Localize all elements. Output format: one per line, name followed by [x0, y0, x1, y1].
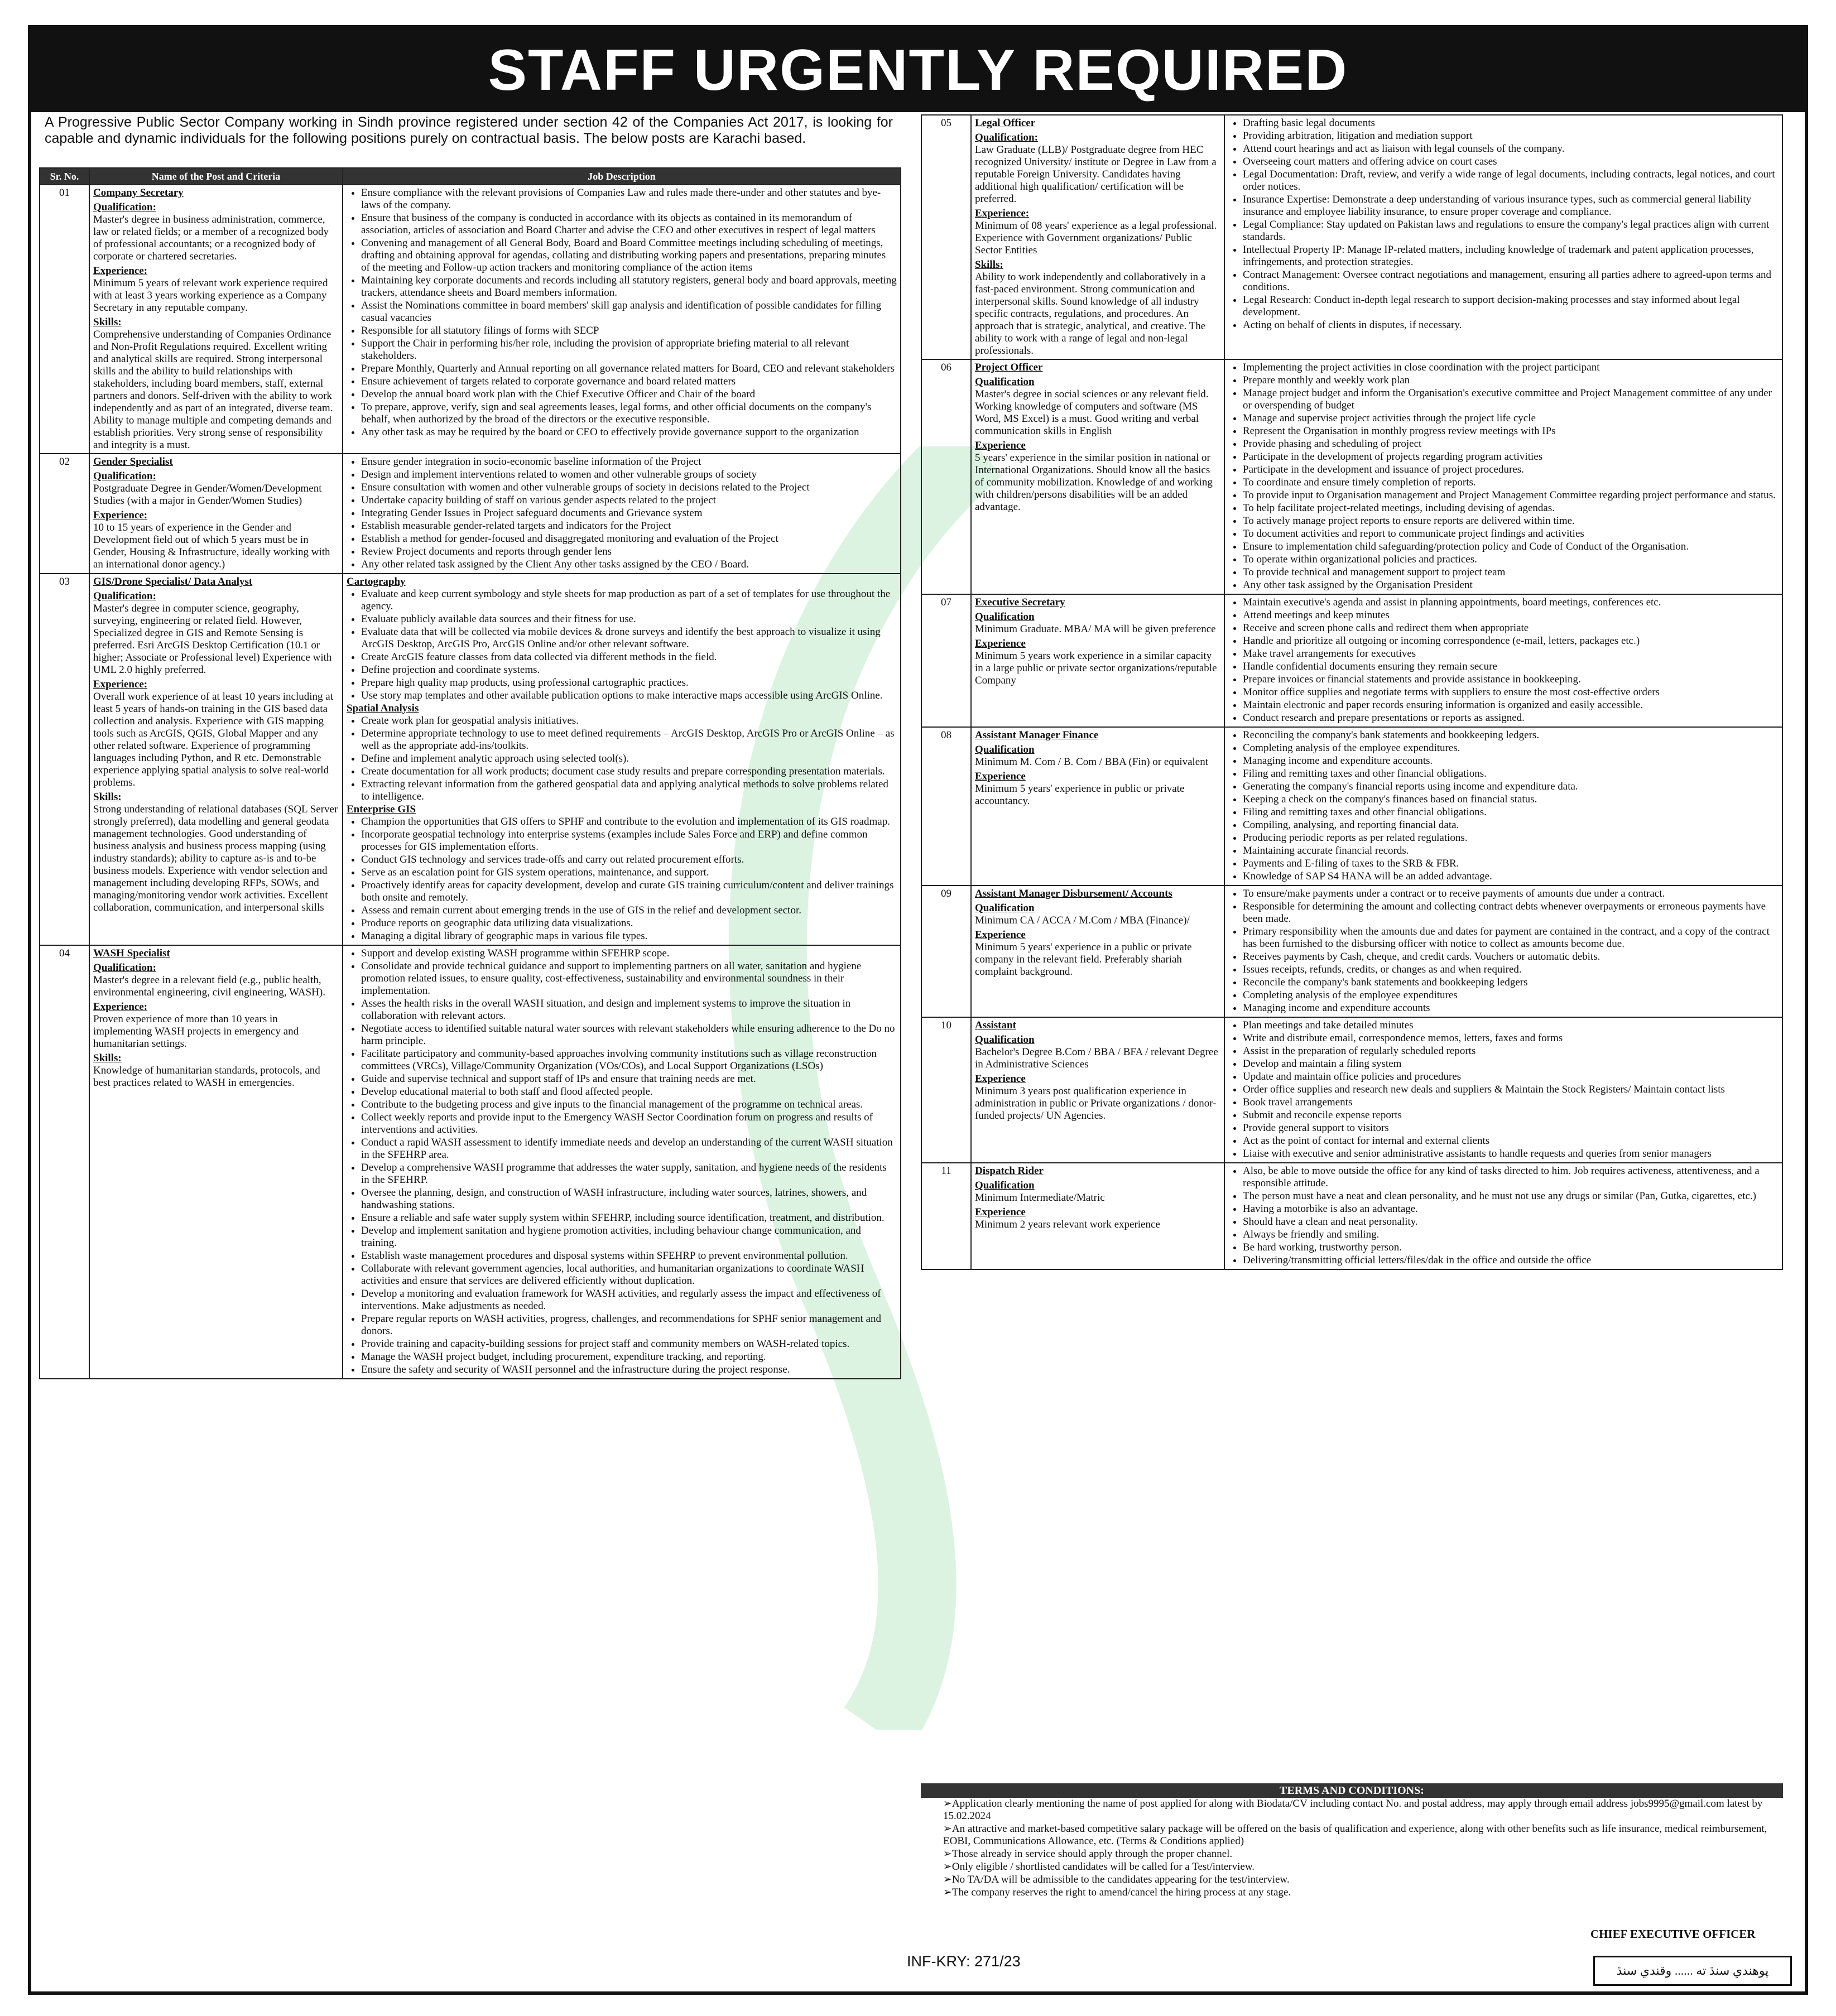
- criteria-label: Experience: [975, 638, 1026, 649]
- job-description: [1224, 727, 1782, 886]
- jd-item: • Ensure that business of the company is conducted in accordance with its objects as contained in its memorandum of association, articles of association and Board Charter and advise the CEO and other executives in respect of legal matters: [361, 212, 897, 237]
- jd-item: • Guide and supervise technical and support staff of IPs and ensure that training needs are met.: [361, 1073, 897, 1085]
- jd-item: • Define and implement analytic approach using selected tool(s).: [361, 753, 897, 765]
- job-description: [343, 185, 901, 454]
- post-row: [921, 594, 1782, 727]
- jd-item: • Act as the point of contact for internal and external clients: [1243, 1135, 1779, 1147]
- post-number: 02: [40, 454, 89, 574]
- jd-item: • Overseeing court matters and offering advice on court cases: [1243, 156, 1779, 168]
- jd-item: • Establish measurable gender-related targets and indicators for the Project: [361, 520, 897, 532]
- terms-list: [921, 1798, 1783, 1899]
- post-number: 11: [921, 1163, 971, 1269]
- page-title: STAFF URGENTLY REQUIRED: [488, 37, 1348, 103]
- criteria-text: Postgraduate Degree in Gender/Women/Development Studies (with a major in Gender/Women Studies): [93, 483, 322, 507]
- criteria-text: 5 years' experience in the similar position in national or International Organizations. Should know all the basics of community mobilization. Knowledge of and working with children/persons disabilities will be an added advantage.: [975, 452, 1213, 513]
- post-title: Dispatch Rider: [975, 1165, 1044, 1177]
- job-description: [1224, 1017, 1782, 1163]
- posts-table-left: [39, 167, 901, 1379]
- jd-item: • Acting on behalf of clients in disputes, if necessary.: [1243, 319, 1779, 331]
- post-row: [40, 185, 901, 454]
- jd-item: • Collaborate with relevant government agencies, local authorities, and humanitarian organizations to coordinate WASH activities and ensure that services are delivered efficiently without duplication.: [361, 1263, 897, 1287]
- criteria-text: Minimum 5 years of relevant work experience required with at least 3 years working experience as a Company Secretary in any reputable company.: [93, 277, 328, 314]
- criteria-text: Minimum 5 years' experience in public or private accountancy.: [975, 783, 1185, 807]
- jd-item: • Proactively identify areas for capacity development, develop and curate GIS training curriculum/content and deliver trainings both onsite and remotely.: [361, 879, 897, 904]
- post-row: [40, 454, 901, 574]
- post-number: 01: [40, 185, 89, 454]
- jd-item: • Design and implement interventions related to women and other vulnerable groups of society: [361, 469, 897, 481]
- terms-title: TERMS AND CONDITIONS:: [921, 1783, 1783, 1798]
- jd-item: • Responsible for all statutory filings of forms with SECP: [361, 325, 897, 337]
- jd-item: • Provide general support to visitors: [1243, 1122, 1779, 1134]
- post-number: 07: [921, 594, 971, 727]
- criteria-text: Minimum of 08 years' experience as a legal professional. Experience with Government organizations/ Public Sector Entities: [975, 220, 1217, 256]
- jd-item: • Intellectual Property IP: Manage IP-related matters, including knowledge of trademark and patent application processes, infringements, and protection strategies.: [1243, 244, 1779, 268]
- jd-item: • Maintaining key corporate documents and records including all statutory registers, general body and board approvals, meeting trackers, attendance sheets and Board members information.: [361, 275, 897, 299]
- jd-item: • Develop the annual board work plan with the Chief Executive Officer and Chair of the board: [361, 388, 897, 401]
- jd-item: • Evaluate and keep current symbology and style sheets for map production as part of a set of templates for use throughout the agency.: [361, 588, 897, 613]
- jd-item: • Extracting relevant information from the gathered geospatial data and applying analytical methods to solve problems related to intelligence.: [361, 778, 897, 803]
- jd-item: • Evaluate publicly available data sources and their fitness for use.: [361, 613, 897, 626]
- jd-item: • Managing income and expenditure accounts: [1243, 1002, 1779, 1014]
- jd-item: • Should have a clean and neat personality.: [1243, 1216, 1779, 1228]
- jd-item: • Generating the company's financial reports using income and expenditure data.: [1243, 781, 1779, 793]
- jd-item: • Prepare invoices or financial statements and provide assistance in bookkeeping.: [1243, 673, 1779, 686]
- col-header-name: Name of the Post and Criteria: [89, 168, 343, 185]
- post-row: [921, 886, 1782, 1017]
- jd-item: • Conduct GIS technology and services trade-offs and carry out related procurement efforts.: [361, 854, 897, 866]
- jd-item: • Support the Chair in performing his/her role, including the provision of appropriate briefing material to all relevant stakeholders.: [361, 338, 897, 362]
- post-title: Assistant Manager Finance: [975, 729, 1099, 741]
- criteria-text: Minimum 3 years post qualification experience in administration in public or Private organizations / donor-funded projects/ UN Agencies.: [975, 1085, 1217, 1122]
- jd-item: • Evaluate data that will be collected via mobile devices & drone surveys and identify the best approach to visualize it using ArcGIS Desktop, ArcGIS Pro, ArcGIS Online and/or other relevant software.: [361, 626, 897, 651]
- jd-item: • Completing analysis of the employee expenditures: [1243, 989, 1779, 1002]
- job-description: [1224, 359, 1782, 594]
- jd-item: • Handle confidential documents ensuring they remain secure: [1243, 661, 1779, 673]
- jd-list: [1228, 362, 1779, 591]
- term-item: ➢ Those already in service should apply through the proper channel.: [943, 1848, 1783, 1860]
- jd-item: • Liaise with executive and senior administrative assistants to handle requests and queries from senior managers: [1243, 1148, 1779, 1160]
- jd-item: • Compiling, analysing, and reporting financial data.: [1243, 819, 1779, 831]
- jd-item: • Legal Compliance: Stay updated on Pakistan laws and regulations to ensure the company's legal practices align with current standards.: [1243, 219, 1779, 243]
- criteria-text: Ability to work independently and collaboratively in a fast-paced environment. Strong communication and interpersonal skills. Sound knowledge of all industry specific contracts, regulations, and procedures. An approach that is strategic, analytical, and creative. The ability to work with a range of legal and non-legal professionals.: [975, 271, 1206, 357]
- jd-item: • Develop and maintain a filing system: [1243, 1058, 1779, 1070]
- jd-item: • Producing periodic reports as per related regulations.: [1243, 832, 1779, 844]
- jd-item: • Attend meetings and keep minutes: [1243, 609, 1779, 622]
- jd-item: • Represent the Organisation in monthly progress review meetings with IPs: [1243, 425, 1779, 437]
- jd-item: • To operate within organizational policies and practices.: [1243, 554, 1779, 566]
- jd-item: • Any other task as may be required by the board or CEO to effectively provide governance support to the organization: [361, 426, 897, 439]
- jd-item: • To prepare, approve, verify, sign and seal agreements leases, legal forms, and other official documents on the company's behalf, when authorized by the broad of the directors or the executive responsible.: [361, 401, 897, 426]
- criteria-text: Overall work experience of at least 10 years including at least 5 years of hands-on training in the GIS based data collection and analysis. Experience with GIS mapping tools such as ArcGIS, QGIS, Global Mapper and any other related software. Experience of programming languages including Python, and R etc. Demonstrable experience applying spatial analysis to solve real-world problems.: [93, 691, 333, 788]
- criteria-label: Qualification:: [93, 590, 156, 602]
- jd-item: • Filing and remitting taxes and other financial obligations.: [1243, 768, 1779, 780]
- jd-item: • Completing analysis of the employee expenditures.: [1243, 742, 1779, 754]
- col-header-sr: Sr. No.: [40, 168, 89, 185]
- title-banner: [31, 28, 1805, 112]
- jd-item: • Ensure gender integration in socio-economic baseline information of the Project: [361, 456, 897, 468]
- criteria-label: Qualification: [975, 744, 1035, 756]
- jd-item: • Develop educational material to both staff and flood affected people.: [361, 1086, 897, 1098]
- criteria-text: Master's degree in social sciences or any relevant field. Working knowledge of computers and software (MS Word, MS Excel) is a must. Good writing and verbal communication skills in English: [975, 388, 1209, 437]
- jd-item: • The person must have a neat and clean personality, and he must not use any drugs or similar (Pan, Gutka, cigarettes, etc.): [1243, 1190, 1779, 1202]
- reference-number: INF-KRY: 271/23: [907, 1953, 1021, 1970]
- term-item: ➢ Only eligible / shortlisted candidates will be called for a Test/interview.: [943, 1861, 1783, 1873]
- criteria-text: Master's degree in a relevant field (e.g., public health, environmental engineering, civil engineering, WASH).: [93, 974, 325, 998]
- jd-item: • To help facilitate project-related meetings, including devising of agendas.: [1243, 502, 1779, 514]
- criteria-text: Minimum 2 years relevant work experience: [975, 1219, 1160, 1230]
- jd-item: • Submit and reconcile expense reports: [1243, 1109, 1779, 1122]
- post-title: Legal Officer: [975, 117, 1036, 129]
- job-description: [343, 945, 901, 1379]
- jd-item: • Develop and implement sanitation and hygiene promotion activities, including behaviour change communication, and training.: [361, 1225, 897, 1249]
- criteria-label: Skills:: [93, 316, 122, 328]
- job-description: [343, 574, 901, 945]
- criteria-label: Experience:: [93, 509, 148, 521]
- jd-item: • Conduct a rapid WASH assessment to identify immediate needs and develop an understanding of the current WASH situation in the SFEHRP area.: [361, 1137, 897, 1161]
- criteria-label: Qualification:: [975, 132, 1038, 143]
- job-description: [1224, 115, 1782, 359]
- jd-item: • Prepare regular reports on WASH activities, progress, challenges, and recommendations for SPHF senior management and donors.: [361, 1313, 897, 1337]
- jd-item: • Assess and remain current about emerging trends in the use of GIS in the relief and development sector.: [361, 904, 897, 917]
- jd-item: • To coordinate and ensure timely completion of reports.: [1243, 477, 1779, 489]
- criteria-label: Qualification:: [93, 962, 156, 974]
- criteria-text: Proven experience of more than 10 years in implementing WASH projects in emergency and humanitarian settings.: [93, 1013, 299, 1050]
- jd-item: • Update and maintain office policies and procedures: [1243, 1071, 1779, 1083]
- post-number: 03: [40, 574, 89, 945]
- jd-item: • Implementing the project activities in close coordination with the project participant: [1243, 362, 1779, 374]
- post-row: [921, 1017, 1782, 1163]
- col-header-jd: Job Description: [343, 168, 901, 185]
- jd-item: • Also, be able to move outside the office for any kind of tasks directed to him. Job requires activeness, attentiveness, and a responsible attitude.: [1243, 1165, 1779, 1190]
- jd-item: • Integrating Gender Issues in Project safeguard documents and Grievance system: [361, 507, 897, 519]
- urdu-stamp: پوهندي سنڌ ته ...... وقندي سنڌ: [1593, 1956, 1792, 1986]
- jd-item: • To document activities and report to communicate project findings and activities: [1243, 528, 1779, 540]
- criteria-text: Comprehensive understanding of Companies Ordinance and Non-Profit Regulations required. Excellent writing and analytical skills are required. Strong interpersonal skills and the ability to build relationships with stakeholders, including board members, staff, external partners and donors. Self-driven with the ability to work independently and as part of an integrated, diverse team. Ability to manage multiple and competing demands and establish priorities. Very strong sense of responsibility and integrity is a must.: [93, 329, 333, 451]
- jd-section-title: Enterprise GIS: [347, 803, 416, 815]
- criteria-label: Experience: [975, 1206, 1026, 1218]
- criteria-text: 10 to 15 years of experience in the Gender and Development field out of which 5 years must be in Gender, Housing & Infrastructure, ideally working with an international donor agency.): [93, 522, 330, 570]
- criteria-label: Qualification: [975, 611, 1035, 623]
- criteria-text: Minimum Graduate. MBA/ MA will be given preference: [975, 623, 1216, 635]
- post-title: Gender Specialist: [93, 456, 173, 468]
- post-number: 06: [921, 359, 971, 594]
- criteria-text: Minimum M. Com / B. Com / BBA (Fin) or equivalent: [975, 756, 1209, 768]
- post-criteria: [971, 1017, 1224, 1163]
- post-criteria: [89, 185, 343, 454]
- criteria-label: Experience:: [93, 1001, 148, 1013]
- jd-item: • Be hard working, trustworthy person.: [1243, 1242, 1779, 1254]
- criteria-label: Qualification: [975, 902, 1035, 914]
- jd-item: • Maintain electronic and paper records ensuring information is organized and easily accessible.: [1243, 699, 1779, 711]
- criteria-text: Master's degree in computer science, geography, surveying, engineering or related field. However, Specialized degree in GIS and Remote Sensing is preferred. Esri ArcGIS Desktop Certification (10.1 or higher; Associate or Professional level) Experience with UML 2.0 highly preferred.: [93, 603, 332, 676]
- terms-section: [921, 1783, 1783, 1899]
- jd-item: • Insurance Expertise: Demonstrate a deep understanding of various insurance types, such as commercial general liability insurance and employee liability insurance, to ensure proper coverage and compliance.: [1243, 194, 1779, 218]
- criteria-label: Experience: [975, 771, 1026, 782]
- post-number: 09: [921, 886, 971, 1017]
- jd-item: • To provide input to Organisation management and Project Management Committee regarding project performance and status.: [1243, 489, 1779, 502]
- jd-item: • Consolidate and provide technical guidance and support to implementing partners on all water, sanitation and hygiene promotion related issues, to ensure quality, cost-effectiveness, sustainability and environmental soundness in their implementation.: [361, 960, 897, 997]
- jd-item: • Contribute to the budgeting process and give inputs to the financial management of the programme on technical areas.: [361, 1099, 897, 1111]
- jd-item: • Make travel arrangements for executives: [1243, 648, 1779, 660]
- criteria-text: Minimum 5 years' experience in a public or private company in the relevant field. Preferably shariah complaint background.: [975, 941, 1192, 978]
- left-column: [39, 167, 901, 1914]
- jd-item: • Review Project documents and reports through gender lens: [361, 546, 897, 558]
- jd-item: • Ensure compliance with the relevant provisions of Companies Law and rules made there-under and other statutes and bye-laws of the company.: [361, 187, 897, 211]
- jd-item: • Establish a method for gender-focused and disaggregated monitoring and evaluation of the Project: [361, 533, 897, 545]
- post-criteria: [89, 454, 343, 574]
- jd-item: • Use story map templates and other available publication options to make interactive maps accessible using ArcGIS Online.: [361, 690, 897, 702]
- jd-item: • Champion the opportunities that GIS offers to SPHF and contribute to the evolution and implementation of its GIS roadmap.: [361, 816, 897, 828]
- job-description: [343, 454, 901, 574]
- right-column: [921, 114, 1783, 1788]
- post-criteria: [971, 115, 1224, 359]
- jd-list: [1228, 117, 1779, 331]
- post-number: 05: [921, 115, 971, 359]
- jd-item: • Define projection and coordinate systems.: [361, 664, 897, 676]
- criteria-text: Minimum 5 years work experience in a similar capacity in a large public or private sector organizations/reputable Company: [975, 650, 1217, 686]
- jd-item: • Issues receipts, refunds, credits, or changes as and when required.: [1243, 964, 1779, 976]
- jd-item: • Responsible for determining the amount and collecting contract debts whenever overpayments or erroneous payments have been made.: [1243, 901, 1779, 925]
- post-title: Company Secretary: [93, 187, 184, 199]
- jd-list: [1228, 1165, 1779, 1267]
- jd-item: • Establish waste management procedures and disposal systems within SFEHRP to prevent environmental pollution.: [361, 1250, 897, 1262]
- jd-item: • Payments and E-filing of taxes to the SRB & FBR.: [1243, 858, 1779, 870]
- criteria-text: Law Graduate (LLB)/ Postgraduate degree from HEC recognized University/ institute or Degree in Law from a reputable Foreign University. Candidates having additional high qualification/ certification will be preferred.: [975, 144, 1217, 205]
- jd-item: • Maintaining accurate financial records.: [1243, 845, 1779, 857]
- jd-list: [1228, 888, 1779, 1014]
- post-row: [921, 359, 1782, 594]
- jd-item: • Legal Documentation: Draft, review, and verify a wide range of legal documents, including contracts, legal notices, and court order notices.: [1243, 169, 1779, 193]
- jd-item: • Support and develop existing WASH programme within SFEHRP scope.: [361, 947, 897, 960]
- jd-item: • Drafting basic legal documents: [1243, 117, 1779, 129]
- jd-item: • Receive and screen phone calls and redirect them when appropriate: [1243, 622, 1779, 634]
- jd-item: • Any other task assigned by the Organisation President: [1243, 579, 1779, 591]
- term-item: ➢ The company reserves the right to amend/cancel the hiring process at any stage.: [943, 1887, 1783, 1899]
- criteria-label: Skills:: [975, 259, 1003, 271]
- jd-item: • Develop a comprehensive WASH programme that addresses the water supply, sanitation, and hygiene needs of the residents in the SFEHRP.: [361, 1162, 897, 1186]
- jd-item: • Asses the health risks in the overall WASH situation, and design and implement systems to improve the situation in collaboration with relevant actors.: [361, 998, 897, 1022]
- post-title: Executive Secretary: [975, 596, 1065, 608]
- jd-item: • Ensure consultation with women and other vulnerable groups of society in decisions related to the Project: [361, 482, 897, 494]
- post-title: GIS/Drone Specialist/ Data Analyst: [93, 576, 253, 588]
- jd-list: [347, 187, 897, 439]
- jd-item: • Legal Research: Conduct in-depth legal research to support decision-making processes and stay informed about legal development.: [1243, 294, 1779, 319]
- jd-item: • Write and distribute email, correspondence memos, letters, faxes and forms: [1243, 1032, 1779, 1045]
- jd-item: • Contract Management: Oversee contract negotiations and management, ensuring all parties adhere to agreed-upon terms and conditions.: [1243, 269, 1779, 294]
- jd-section-title: Cartography: [347, 576, 406, 588]
- term-item: ➢ An attractive and market-based competitive salary package will be offered on the basis of qualification and experience, along with other benefits such as life insurance, medical reimbursement, EOBI, Communications Allowance, etc. (Terms & Conditions applied): [943, 1823, 1783, 1847]
- term-item: ➢ No TA/DA will be admissible to the candidates appearing for the test/interview.: [943, 1874, 1783, 1886]
- post-criteria: [89, 574, 343, 945]
- criteria-label: Experience: [975, 929, 1026, 941]
- job-description: [1224, 594, 1782, 727]
- job-description: [1224, 886, 1782, 1017]
- jd-item: • Reconcile the company's bank statements and bookkeeping ledgers: [1243, 976, 1779, 989]
- criteria-label: Qualification: [975, 1180, 1035, 1191]
- jd-item: • Manage project budget and inform the Organisation's executive committee and Project Management committee of any under or overspending of budget: [1243, 387, 1779, 412]
- jd-item: • Manage and supervise project activities through the project life cycle: [1243, 412, 1779, 425]
- jd-list: [1228, 596, 1779, 724]
- jd-item: • Providing arbitration, litigation and mediation support: [1243, 130, 1779, 142]
- jd-item: • Monitor office supplies and negotiate terms with suppliers to ensure the most cost-effective orders: [1243, 686, 1779, 699]
- jd-item: • Always be friendly and smiling.: [1243, 1229, 1779, 1241]
- post-criteria: [971, 359, 1224, 594]
- jd-item: • Ensure the safety and security of WASH personnel and the infrastructure during the project response.: [361, 1364, 897, 1376]
- jd-item: • Reconciling the company's bank statements and bookkeeping ledgers.: [1243, 729, 1779, 742]
- jd-list: [347, 456, 897, 571]
- criteria-text: Bachelor's Degree B.Com / BBA / BFA / relevant Degree in Administrative Sciences: [975, 1046, 1218, 1070]
- jd-item: • Undertake capacity building of staff on various gender aspects related to the project: [361, 494, 897, 507]
- post-criteria: [971, 886, 1224, 1017]
- criteria-text: Knowledge of humanitarian standards, protocols, and best practices related to WASH in emergencies.: [93, 1065, 320, 1089]
- jd-item: • Create ArcGIS feature classes from data collected via different methods in the field.: [361, 651, 897, 663]
- jd-item: • Delivering/transmitting official letters/files/dak in the office and outside the office: [1243, 1254, 1779, 1267]
- jd-item: • Conduct research and prepare presentations or reports as assigned.: [1243, 712, 1779, 724]
- jd-item: • Any other related task assigned by the Client Any other tasks assigned by the CEO / Board.: [361, 559, 897, 571]
- post-row: [921, 115, 1782, 359]
- criteria-text: Minimum CA / ACCA / M.Com / MBA (Finance)/: [975, 915, 1190, 926]
- criteria-label: Experience:: [93, 265, 148, 277]
- jd-item: • Negotiate access to identified suitable natural water sources with relevant stakeholders while ensuring adherence to the Do no harm principle.: [361, 1023, 897, 1047]
- term-item: ➢ Application clearly mentioning the name of post applied for along with Biodata/CV including contact No. and postal address, may apply through email address jobs9995@gmail.com latest by 15.02.2024: [943, 1798, 1783, 1822]
- jd-item: • Primary responsibility when the amounts due and dates for payment are contained in the contract, and a copy of the contract has been furnished to the disbursing officer with notice to collect as amounts become due.: [1243, 926, 1779, 950]
- criteria-text: Master's degree in business administration, commerce, law or related fields; or a member of a recognized body of professional accountants; or a recognized body of corporate or chartered secretaries.: [93, 214, 329, 262]
- jd-item: • Order office supplies and research new deals and suppliers & Maintain the Stock Registers/ Maintain contact lists: [1243, 1084, 1779, 1096]
- jd-item: • Maintain executive's agenda and assist in planning appointments, board meetings, conferences etc.: [1243, 596, 1779, 609]
- post-title: Assistant: [975, 1019, 1016, 1031]
- criteria-label: Qualification: [975, 1034, 1035, 1046]
- post-row: [921, 727, 1782, 886]
- criteria-label: Qualification:: [93, 201, 156, 213]
- post-row: [921, 1163, 1782, 1269]
- criteria-label: Experience: [975, 1073, 1026, 1085]
- jd-item: • Participate in the development and issuance of project procedures.: [1243, 464, 1779, 476]
- jd-item: • To actively manage project reports to ensure reports are delivered within time.: [1243, 515, 1779, 527]
- jd-item: • Ensure a reliable and safe water supply system within SFEHRP, including source identification, treatment, and distribution.: [361, 1212, 897, 1224]
- post-title: Project Officer: [975, 362, 1043, 373]
- jd-item: • Oversee the planning, design, and construction of WASH infrastructure, including water sources, latrines, showers, and handwashing stations.: [361, 1187, 897, 1211]
- jd-item: • Assist the Nominations committee in board members' skill gap analysis and identification of possible candidates for filling casual vacancies: [361, 300, 897, 324]
- post-criteria: [971, 727, 1224, 886]
- jd-item: • Convening and management of all General Body, Board and Board Committee meetings including scheduling of meetings, drafting and obtaining approval for agendas, collating and distributing working papers and presentations, preparing minutes of the meeting and Follow-up action trackers and monitoring compliance of the action items: [361, 237, 897, 274]
- jd-item: • Attend court hearings and act as liaison with legal counsels of the company.: [1243, 143, 1779, 155]
- intro-text: A Progressive Public Sector Company working in Sindh province registered under section 42 of the Companies Act 2017, is looking for capable and dynamic individuals for the following positions purely on contractual basis. The below posts are Karachi based.: [45, 114, 893, 146]
- signatory: CHIEF EXECUTIVE OFFICER: [1590, 1927, 1756, 1941]
- jd-item: • Knowledge of SAP S4 HANA will be an added advantage.: [1243, 870, 1779, 883]
- jd-item: • Create work plan for geospatial analysis initiatives.: [361, 715, 897, 727]
- post-criteria: [89, 945, 343, 1379]
- post-criteria: [971, 1163, 1224, 1269]
- jd-item: • Prepare Monthly, Quarterly and Annual reporting on all governance related matters for Board, CEO and relevant stakeholders: [361, 363, 897, 375]
- jd-item: • Produce reports on geographic data utilizing data visualizations.: [361, 917, 897, 930]
- criteria-text: Minimum Intermediate/Matric: [975, 1192, 1105, 1204]
- jd-item: • Incorporate geospatial technology into enterprise systems (examples include Sales Force and ERP) and define common processes for GIS implementation efforts.: [361, 829, 897, 853]
- job-description: [1224, 1163, 1782, 1269]
- jd-list: [347, 715, 897, 803]
- post-number: 04: [40, 945, 89, 1379]
- criteria-label: Experience:: [975, 208, 1030, 219]
- post-row: [40, 945, 901, 1379]
- jd-item: • Handle and prioritize all outgoing or incoming correspondence (e-mail, letters, packages etc.): [1243, 635, 1779, 647]
- jd-item: • Filing and remitting taxes and other financial obligations.: [1243, 806, 1779, 819]
- jd-list: [347, 947, 897, 1376]
- jd-list: [1228, 1019, 1779, 1160]
- jd-item: • Develop a monitoring and evaluation framework for WASH activities, and regularly assess the impact and effectiveness of interventions. Make adjustments as needed.: [361, 1288, 897, 1312]
- jd-list: [347, 816, 897, 942]
- jd-item: • Assist in the preparation of regularly scheduled reports: [1243, 1045, 1779, 1057]
- jd-section-title: Spatial Analysis: [347, 703, 419, 714]
- criteria-text: Strong understanding of relational databases (SQL Server strongly preferred), data modelling and general geodata management technologies. Good understanding of business analysis and business process mapping (using industry standards); ability to capture as-is and to-be business models. Experience with vendor selection and management including developing RFPs, SOWs, and managing/monitoring vendor work activities. Excellent collaboration, communication, and interpersonal skills: [93, 803, 338, 913]
- jd-item: • Plan meetings and take detailed minutes: [1243, 1019, 1779, 1032]
- criteria-label: Skills:: [93, 791, 122, 803]
- jd-item: • Prepare monthly and weekly work plan: [1243, 374, 1779, 387]
- jd-item: • Keeping a check on the company's finances based on financial status.: [1243, 793, 1779, 806]
- jd-item: • Book travel arrangements: [1243, 1096, 1779, 1109]
- jd-item: • Create documentation for all work products; document case study results and prepare corresponding presentation materials.: [361, 766, 897, 778]
- jd-item: • To ensure/make payments under a contract or to receive payments of amounts due under a contract.: [1243, 888, 1779, 900]
- jd-item: • Having a motorbike is also an advantage.: [1243, 1203, 1779, 1215]
- jd-item: • Prepare high quality map products, using professional cartographic practices.: [361, 677, 897, 689]
- posts-table-right: [921, 114, 1783, 1270]
- jd-item: • Ensure to implementation child safeguarding/protection policy and Code of Conduct of the Organisation.: [1243, 541, 1779, 553]
- jd-item: • Managing income and expenditure accounts.: [1243, 755, 1779, 767]
- jd-item: • Participate in the development of projects regarding program activities: [1243, 451, 1779, 463]
- criteria-label: Skills:: [93, 1052, 122, 1064]
- jd-item: • Ensure achievement of targets related to corporate governance and board related matters: [361, 376, 897, 388]
- post-number: 10: [921, 1017, 971, 1163]
- criteria-label: Experience: [975, 440, 1026, 451]
- jd-item: • To provide technical and management support to project team: [1243, 566, 1779, 579]
- jd-item: • Collect weekly reports and provide input to the Emergency WASH Sector Coordination forum on progress and results of interventions and activities.: [361, 1112, 897, 1136]
- jd-item: • Provide training and capacity-building sessions for project staff and community members on WASH-related topics.: [361, 1338, 897, 1350]
- criteria-label: Qualification:: [93, 470, 156, 482]
- jd-item: • Receives payments by Cash, cheque, and credit cards. Vouchers or automatic debits.: [1243, 951, 1779, 963]
- jd-item: • Managing a digital library of geographic maps in various file types.: [361, 930, 897, 942]
- jd-item: • Facilitate participatory and community-based approaches involving community institutions such as village reconstruction committees (VRCs), Village/Community Organization (VOs/COs), and Local Support Organizations (LSOs): [361, 1048, 897, 1072]
- jd-item: • Manage the WASH project budget, including procurement, expenditure tracking, and reporting.: [361, 1351, 897, 1363]
- post-title: WASH Specialist: [93, 947, 170, 959]
- post-criteria: [971, 594, 1224, 727]
- criteria-label: Qualification: [975, 376, 1035, 388]
- criteria-label: Experience:: [93, 679, 148, 690]
- post-number: 08: [921, 727, 971, 886]
- jd-list: [1228, 729, 1779, 883]
- jd-item: • Provide phasing and scheduling of project: [1243, 438, 1779, 450]
- jd-list: [347, 588, 897, 702]
- jd-item: • Serve as an escalation point for GIS system operations, maintenance, and support.: [361, 867, 897, 879]
- post-row: [40, 574, 901, 945]
- jd-item: • Determine appropriate technology to use to meet defined requirements – ArcGIS Desktop, ArcGIS Pro or ArcGIS Online – as well as the appropriate add-ins/toolkits.: [361, 728, 897, 752]
- post-title: Assistant Manager Disbursement/ Accounts: [975, 888, 1172, 899]
